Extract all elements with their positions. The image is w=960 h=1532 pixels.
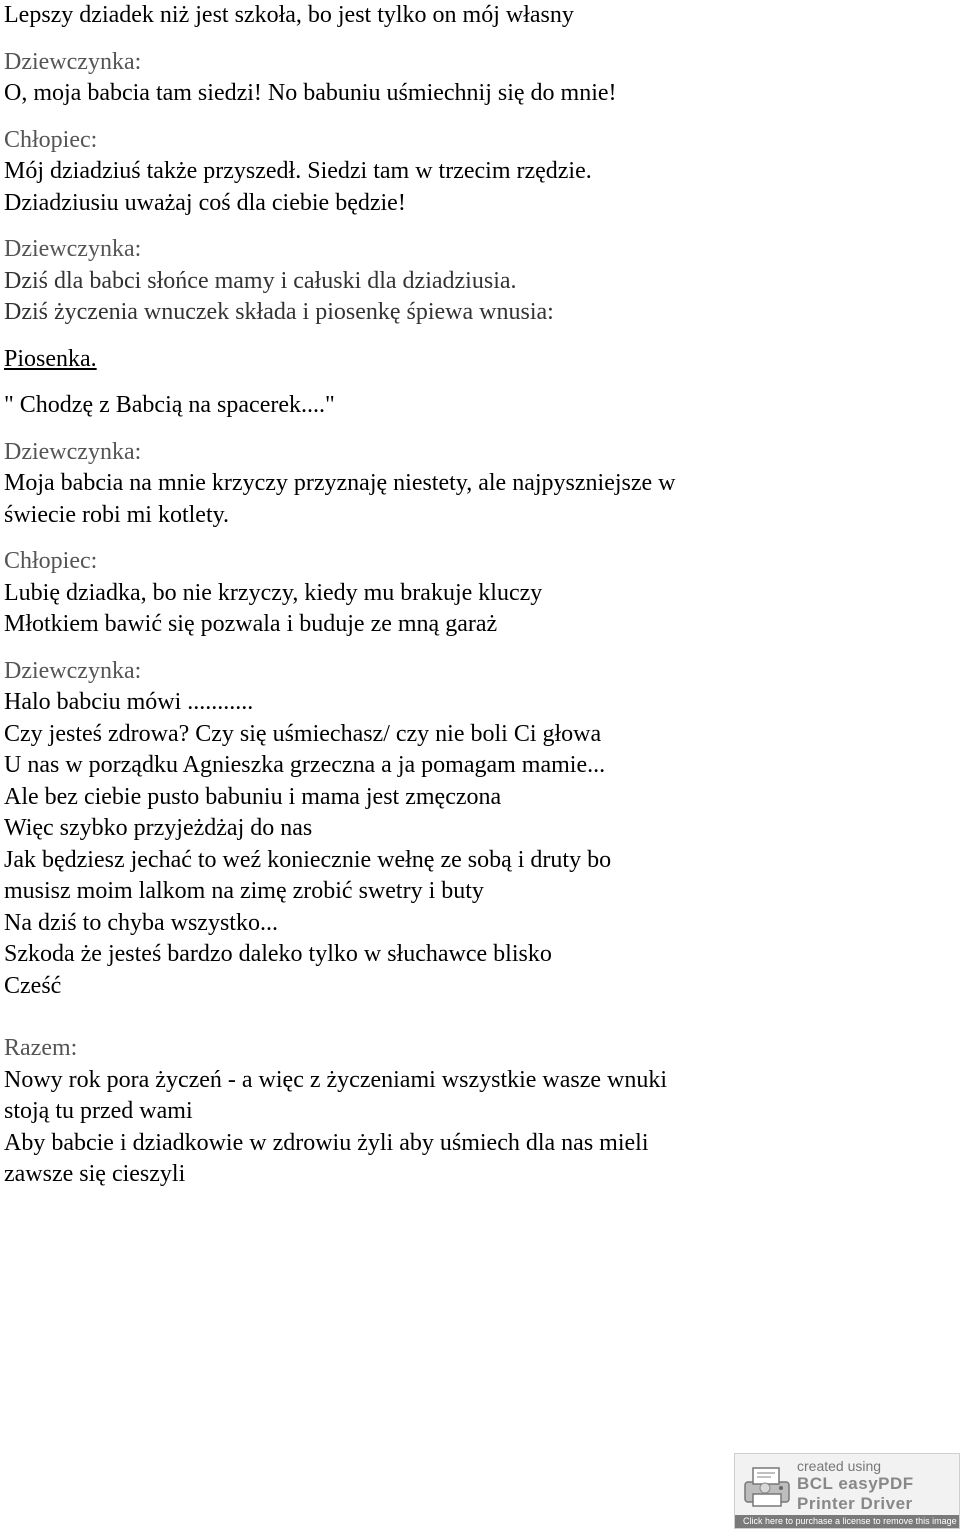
dialogue-line: U nas w porządku Agnieszka grzeczna a ja pomagam mamie... <box>4 752 606 778</box>
dialogue-line: Dziadziusiu uważaj coś dla ciebie będzie! <box>4 189 406 216</box>
badge-product-name: BCL easyPDF <box>797 1474 914 1493</box>
dialogue-line: Moja babcia na mnie krzyczy przyznaję niestety, ale najpyszniejsze w <box>4 470 676 496</box>
dialogue-line: Jak będziesz jechać to weź koniecznie wełnę ze sobą i druty bo <box>4 846 612 873</box>
badge-product-subtitle: Printer Driver <box>797 1494 913 1513</box>
dialogue-line: Aby babcie i dziadkowie w zdrowiu żyli aby uśmiech dla nas mieli <box>4 1129 649 1156</box>
dialogue-line: Lubię dziadka, bo nie krzyczy, kiedy mu brakuje kluczy <box>4 579 543 606</box>
dialogue-line: stoją tu przed wami <box>4 1098 193 1124</box>
speaker-label: Chłopiec: <box>4 126 98 153</box>
song-heading: Piosenka. <box>4 345 97 372</box>
dialogue-line: Halo babciu mówi ........... <box>4 689 254 715</box>
speaker-label: Dziewczynka: <box>4 657 142 684</box>
dialogue-line: Na dziś to chyba wszystko... <box>4 909 278 936</box>
dialogue-line: Dziś życzenia wnuczek składa i piosenkę śpiewa wnusia: <box>4 299 554 325</box>
speaker-label: Chłopiec: <box>4 548 98 574</box>
intro-line: Lepszy dziadek niż jest szkoła, bo jest tylko on mój własny <box>4 2 574 28</box>
document-body <box>4 0 944 1191</box>
dialogue-line: Cześć <box>4 972 62 999</box>
badge-purchase-link[interactable]: Click here to purchase a license to remove this image <box>735 1515 959 1528</box>
dialogue-line: Więc szybko przyjeżdżaj do nas <box>4 815 313 841</box>
speaker-label: Dziewczynka: <box>4 438 142 465</box>
printer-icon <box>741 1460 793 1512</box>
dialogue-line: Mój dziadziuś także przyszedł. Siedzi tam w trzecim rzędzie. <box>4 158 592 184</box>
dialogue-line: Nowy rok pora życzeń - a więc z życzeniami wszystkie wasze wnuki <box>4 1066 668 1093</box>
dialogue-line: Młotkiem bawić się pozwala i buduje ze mną garaż <box>4 611 498 637</box>
song-title: " Chodzę z Babcią na spacerek...." <box>4 392 335 418</box>
dialogue-line: Szkoda że jesteś bardzo daleko tylko w słuchawce blisko <box>4 941 552 967</box>
easypdf-watermark-badge[interactable] <box>734 1453 960 1529</box>
dialogue-line: świecie robi mi kotlety. <box>4 501 230 528</box>
speaker-label: Razem: <box>4 1035 78 1061</box>
dialogue-line: musisz moim lalkom na zimę zrobić swetry i buty <box>4 878 484 904</box>
dialogue-line: O, moja babcia tam siedzi! No babuniu uśmiechnij się do mnie! <box>4 80 617 106</box>
dialogue-line: Ale bez ciebie pusto babuniu i mama jest zmęczona <box>4 783 502 810</box>
speaker-label: Dziewczynka: <box>4 236 142 262</box>
speaker-label: Dziewczynka: <box>4 48 142 75</box>
dialogue-line: Czy jesteś zdrowa? Czy się uśmiechasz/ czy nie boli Ci głowa <box>4 720 602 747</box>
dialogue-line: zawsze się cieszyli <box>4 1161 186 1187</box>
dialogue-line: Dziś dla babci słońce mamy i całuski dla dziadziusia. <box>4 267 517 294</box>
badge-caption: created using <box>797 1458 882 1474</box>
